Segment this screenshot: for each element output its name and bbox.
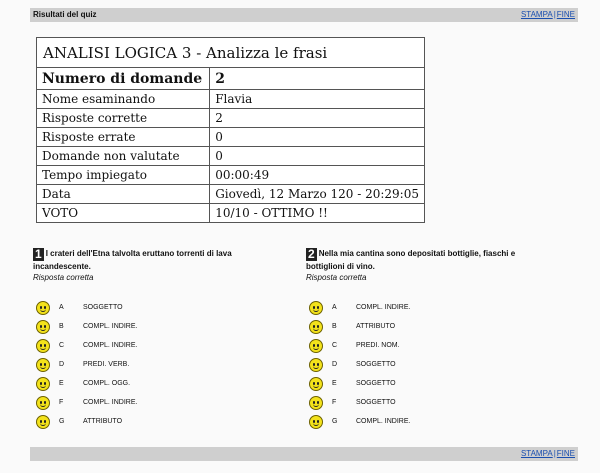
row-value: 0 — [210, 128, 425, 147]
answer-status: Risposta corretta — [33, 273, 94, 282]
smiley-icon — [36, 339, 50, 353]
question-text: Nella mia cantina sono depositati bottiglie, fiaschi e bottiglioni di vino. — [306, 249, 516, 271]
header-title: Risultati del quiz — [33, 10, 97, 19]
smiley-icon — [309, 415, 323, 429]
smiley-icon — [309, 339, 323, 353]
question-2 — [306, 247, 546, 425]
answer-letter: A — [332, 304, 337, 311]
question-number: 1 — [35, 247, 42, 261]
row-label: Data — [37, 185, 210, 204]
question-heading — [306, 248, 546, 272]
smiley-icon — [36, 415, 50, 429]
question-number: 2 — [308, 247, 315, 261]
answer-value: COMPL. INDIRE. — [83, 342, 138, 349]
print-link[interactable]: STAMPA — [520, 10, 553, 19]
answer-letter: F — [332, 399, 337, 406]
smiley-icon — [309, 320, 323, 334]
question-1 — [33, 247, 273, 425]
row-label: Numero di domande — [37, 68, 210, 90]
print-link[interactable]: STAMPA — [520, 449, 553, 458]
answer-value: ATTRIBUTO — [356, 323, 396, 330]
answer-status: Risposta corretta — [306, 273, 367, 282]
row-value: 2 — [210, 109, 425, 128]
question-text: I crateri dell'Etna talvolta eruttano torrenti di lava incandescente. — [33, 249, 232, 271]
end-link[interactable]: FINE — [556, 449, 575, 458]
answer-letter: C — [332, 342, 338, 349]
header-bar — [30, 8, 578, 22]
footer-bar — [30, 447, 578, 461]
answer-letter: G — [332, 418, 338, 425]
row-value: 0 — [210, 147, 425, 166]
row-label: Domande non valutate — [37, 147, 210, 166]
answer-letter: C — [59, 342, 65, 349]
row-label: Tempo impiegato — [37, 166, 210, 185]
answer-value: SOGGETTO — [356, 361, 396, 368]
footer-links — [521, 449, 575, 458]
answer-value: ATTRIBUTO — [83, 418, 123, 425]
row-label: Risposte corrette — [37, 109, 210, 128]
row-value: 10/10 - OTTIMO !! — [210, 204, 425, 223]
answer-value: COMPL. INDIRE. — [83, 323, 138, 330]
answer-letter: E — [59, 380, 64, 387]
row-label: Risposte errate — [37, 128, 210, 147]
row-value: 00:00:49 — [210, 166, 425, 185]
answer-letter: B — [332, 323, 337, 330]
answer-letter: D — [332, 361, 338, 368]
answer-value: SOGGETTO — [356, 380, 396, 387]
answer-value: SOGGETTO — [356, 399, 396, 406]
row-label: VOTO — [37, 204, 210, 223]
answer-value: COMPL. OGG. — [83, 380, 131, 387]
link-separator: | — [553, 10, 556, 19]
smiley-icon — [36, 358, 50, 372]
results-table — [36, 37, 425, 223]
answer-value: PREDI. NOM. — [356, 342, 400, 349]
answer-letter: D — [59, 361, 65, 368]
smiley-icon — [36, 320, 50, 334]
answer-letter: F — [59, 399, 64, 406]
answer-letter: B — [59, 323, 64, 330]
smiley-icon — [36, 377, 50, 391]
answer-value: COMPL. INDIRE. — [356, 418, 411, 425]
smiley-icon — [309, 301, 323, 315]
end-link[interactable]: FINE — [556, 10, 575, 19]
smiley-icon — [36, 301, 50, 315]
quiz-title: ANALISI LOGICA 3 - Analizza le frasi — [37, 38, 425, 68]
answer-letter: G — [59, 418, 65, 425]
answer-letter: E — [332, 380, 337, 387]
answer-value: PREDI. VERB. — [83, 361, 130, 368]
row-value: 2 — [210, 68, 425, 90]
answer-letter: A — [59, 304, 64, 311]
answer-value: SOGGETTO — [83, 304, 123, 311]
question-heading — [33, 248, 273, 272]
link-separator: | — [553, 449, 556, 458]
row-value: Flavia — [210, 90, 425, 109]
smiley-icon — [309, 377, 323, 391]
smiley-icon — [36, 396, 50, 410]
row-label: Nome esaminando — [37, 90, 210, 109]
row-value: Giovedì, 12 Marzo 120 - 20:29:05 — [210, 185, 425, 204]
header-links — [521, 10, 575, 19]
smiley-icon — [309, 358, 323, 372]
smiley-icon — [309, 396, 323, 410]
answer-value: COMPL. INDIRE. — [83, 399, 138, 406]
answer-value: COMPL. INDIRE. — [356, 304, 411, 311]
